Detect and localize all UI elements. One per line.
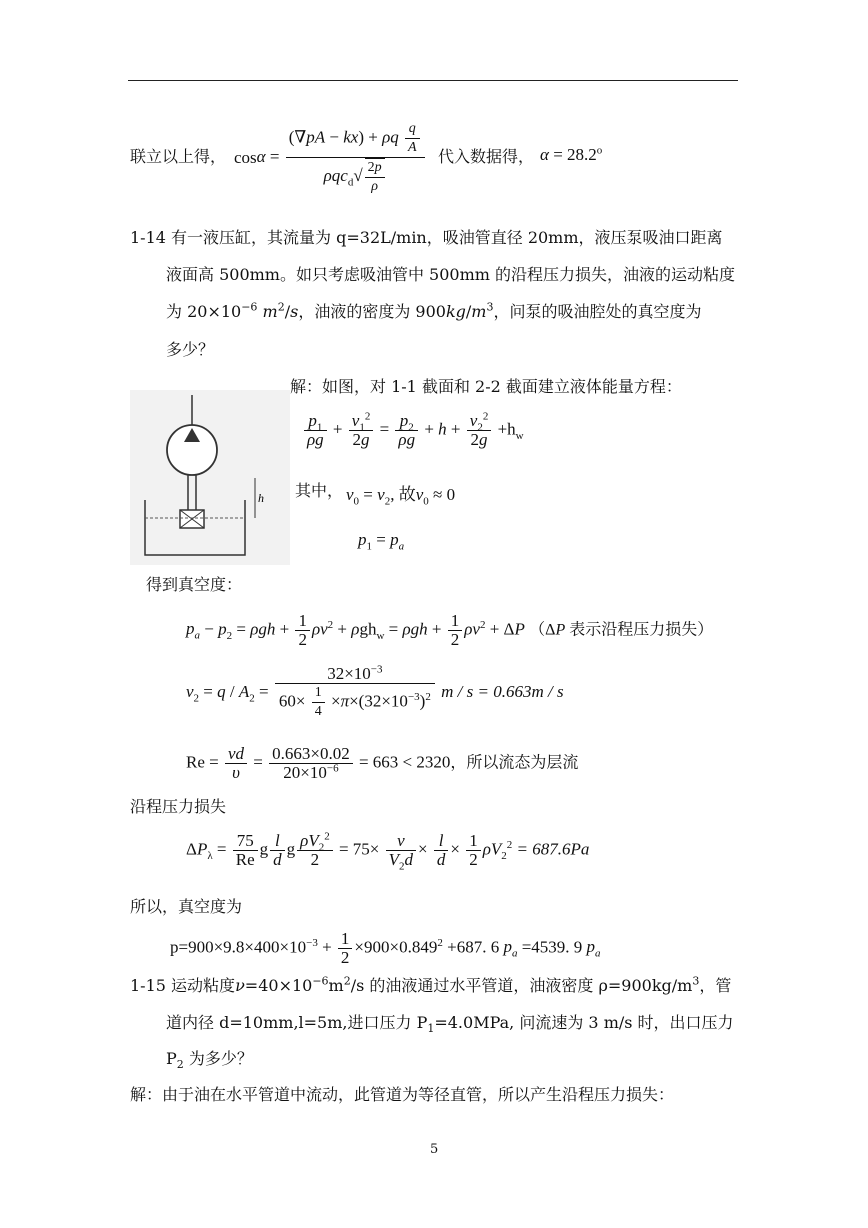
intro-text: 联立以上得， — [130, 147, 227, 166]
vacuum-label: 得到真空度： — [146, 575, 243, 594]
problem-14-line3: 为 $20\times 10^{-6}$ $m^2/s$，油液的密度为 $900kg/m^3$，问泵的吸油腔处的真空度为 — [166, 300, 702, 321]
energy-equation: $\frac{p_1}{\rho g}$ + $\frac{v_1^2}{2g}$ = $\frac{p_2}{\rho g}$ + h + $\frac{v_2^2}{2g}$ $+h_w$ — [302, 412, 524, 449]
problem-15-line2: 道内径 d=10mm,l=5m,进口压力 $P_1=4.0MPa$, 问流速为 3 m/s 时，出口压力 — [166, 1013, 734, 1036]
qizhong-text: 其中， — [295, 481, 344, 500]
cos-equation: cosα = (∇pA − kx) + ρq $\frac{q}{A}$ ρqc$_d$√ $\frac{2p}{\rho}$ — [234, 120, 427, 196]
so-label: 所以，真空度为 — [130, 897, 243, 916]
loss-label: 沿程压力损失 — [130, 797, 227, 816]
pump-diagram — [130, 390, 290, 565]
pressure-loss-equation: $\Delta P_\lambda$ = $\frac{75}{Re}$ g $\frac{l}{d}$ g $\frac{\rho V_2^2}{2}$ = 75× $\frac{\nu}{V_2d}$ × $\frac{l}{d}$ × $\frac{1}{2}$ $\rho V_2^2 = 687.6Pa$ — [186, 830, 590, 873]
velocity-equation: $v_2 = q / A_2$ = $32\times 10^{-3}$ 60× $\frac{1}{4}$ $\times\pi\times(32\times 10^{-3})^2$ m / s = 0.663m / s — [186, 663, 564, 719]
solution-14-intro: 解：如图，对 1-1 截面和 2-2 截面建立液体能量方程： — [290, 377, 682, 396]
svg-text:h: h — [258, 491, 264, 505]
problem-14-line2: 液面高 500mm。如只考虑吸油管中 500mm 的沿程压力损失，油液的运动粘度 — [166, 265, 736, 284]
solution-15-intro: 解：由于油在水平管道中流动，此管道为等径直管，所以产生沿程压力损失： — [130, 1085, 675, 1104]
velocity-condition: $v_0 = v_2$, 故$v_0 \approx 0$ — [346, 485, 456, 508]
problem-15-line1: 1-15 运动粘度$\nu=40\times 10^{-6}m^2/s$ 的油液通过水平管道，油液密度 $\rho=900kg/m^3$，管 — [130, 974, 732, 995]
header-rule — [128, 80, 738, 81]
pump-diagram-svg — [130, 390, 290, 565]
vacuum-equation: $p_a - p_2 = \rho gh$ + $\frac{1}{2}$ $\rho v^2 + \rho gh_w = \rho gh$ + $\frac{1}{2}$ $\rho v^2 + \Delta P$ （ΔP 表示沿程压力损失） — [186, 611, 714, 649]
vacuum-result: $p=900\times 9.8\times 400\times 10^{-3}$ + $\frac{1}{2}$ $\times 900\times 0.849^2 +687$. 6 $p_a =4539$. 9 $p_a$ — [170, 929, 601, 967]
problem-15-line3: $P_2$ 为多少？ — [166, 1049, 253, 1072]
alpha-result: $\alpha = 28.2^o$ — [540, 144, 603, 164]
problem-14-line1: 1-14 有一液压缸，其流量为 q=32L/min，吸油管直径 20mm，液压泵吸油口距离 — [130, 228, 723, 247]
problem-14-line4: 多少？ — [166, 340, 215, 359]
reynolds-equation: Re = $\frac{vd}{\upsilon}$ = $\frac{0.663\times 0.02}{20\times 10^{-6}}$ = 663 < 2320，所以流态为层流 — [186, 744, 579, 782]
substitute-text: 代入数据得， — [438, 147, 535, 166]
p1-equals-pa: $p_1 = p_a$ — [358, 530, 405, 553]
page-number: 5 — [430, 1142, 439, 1157]
